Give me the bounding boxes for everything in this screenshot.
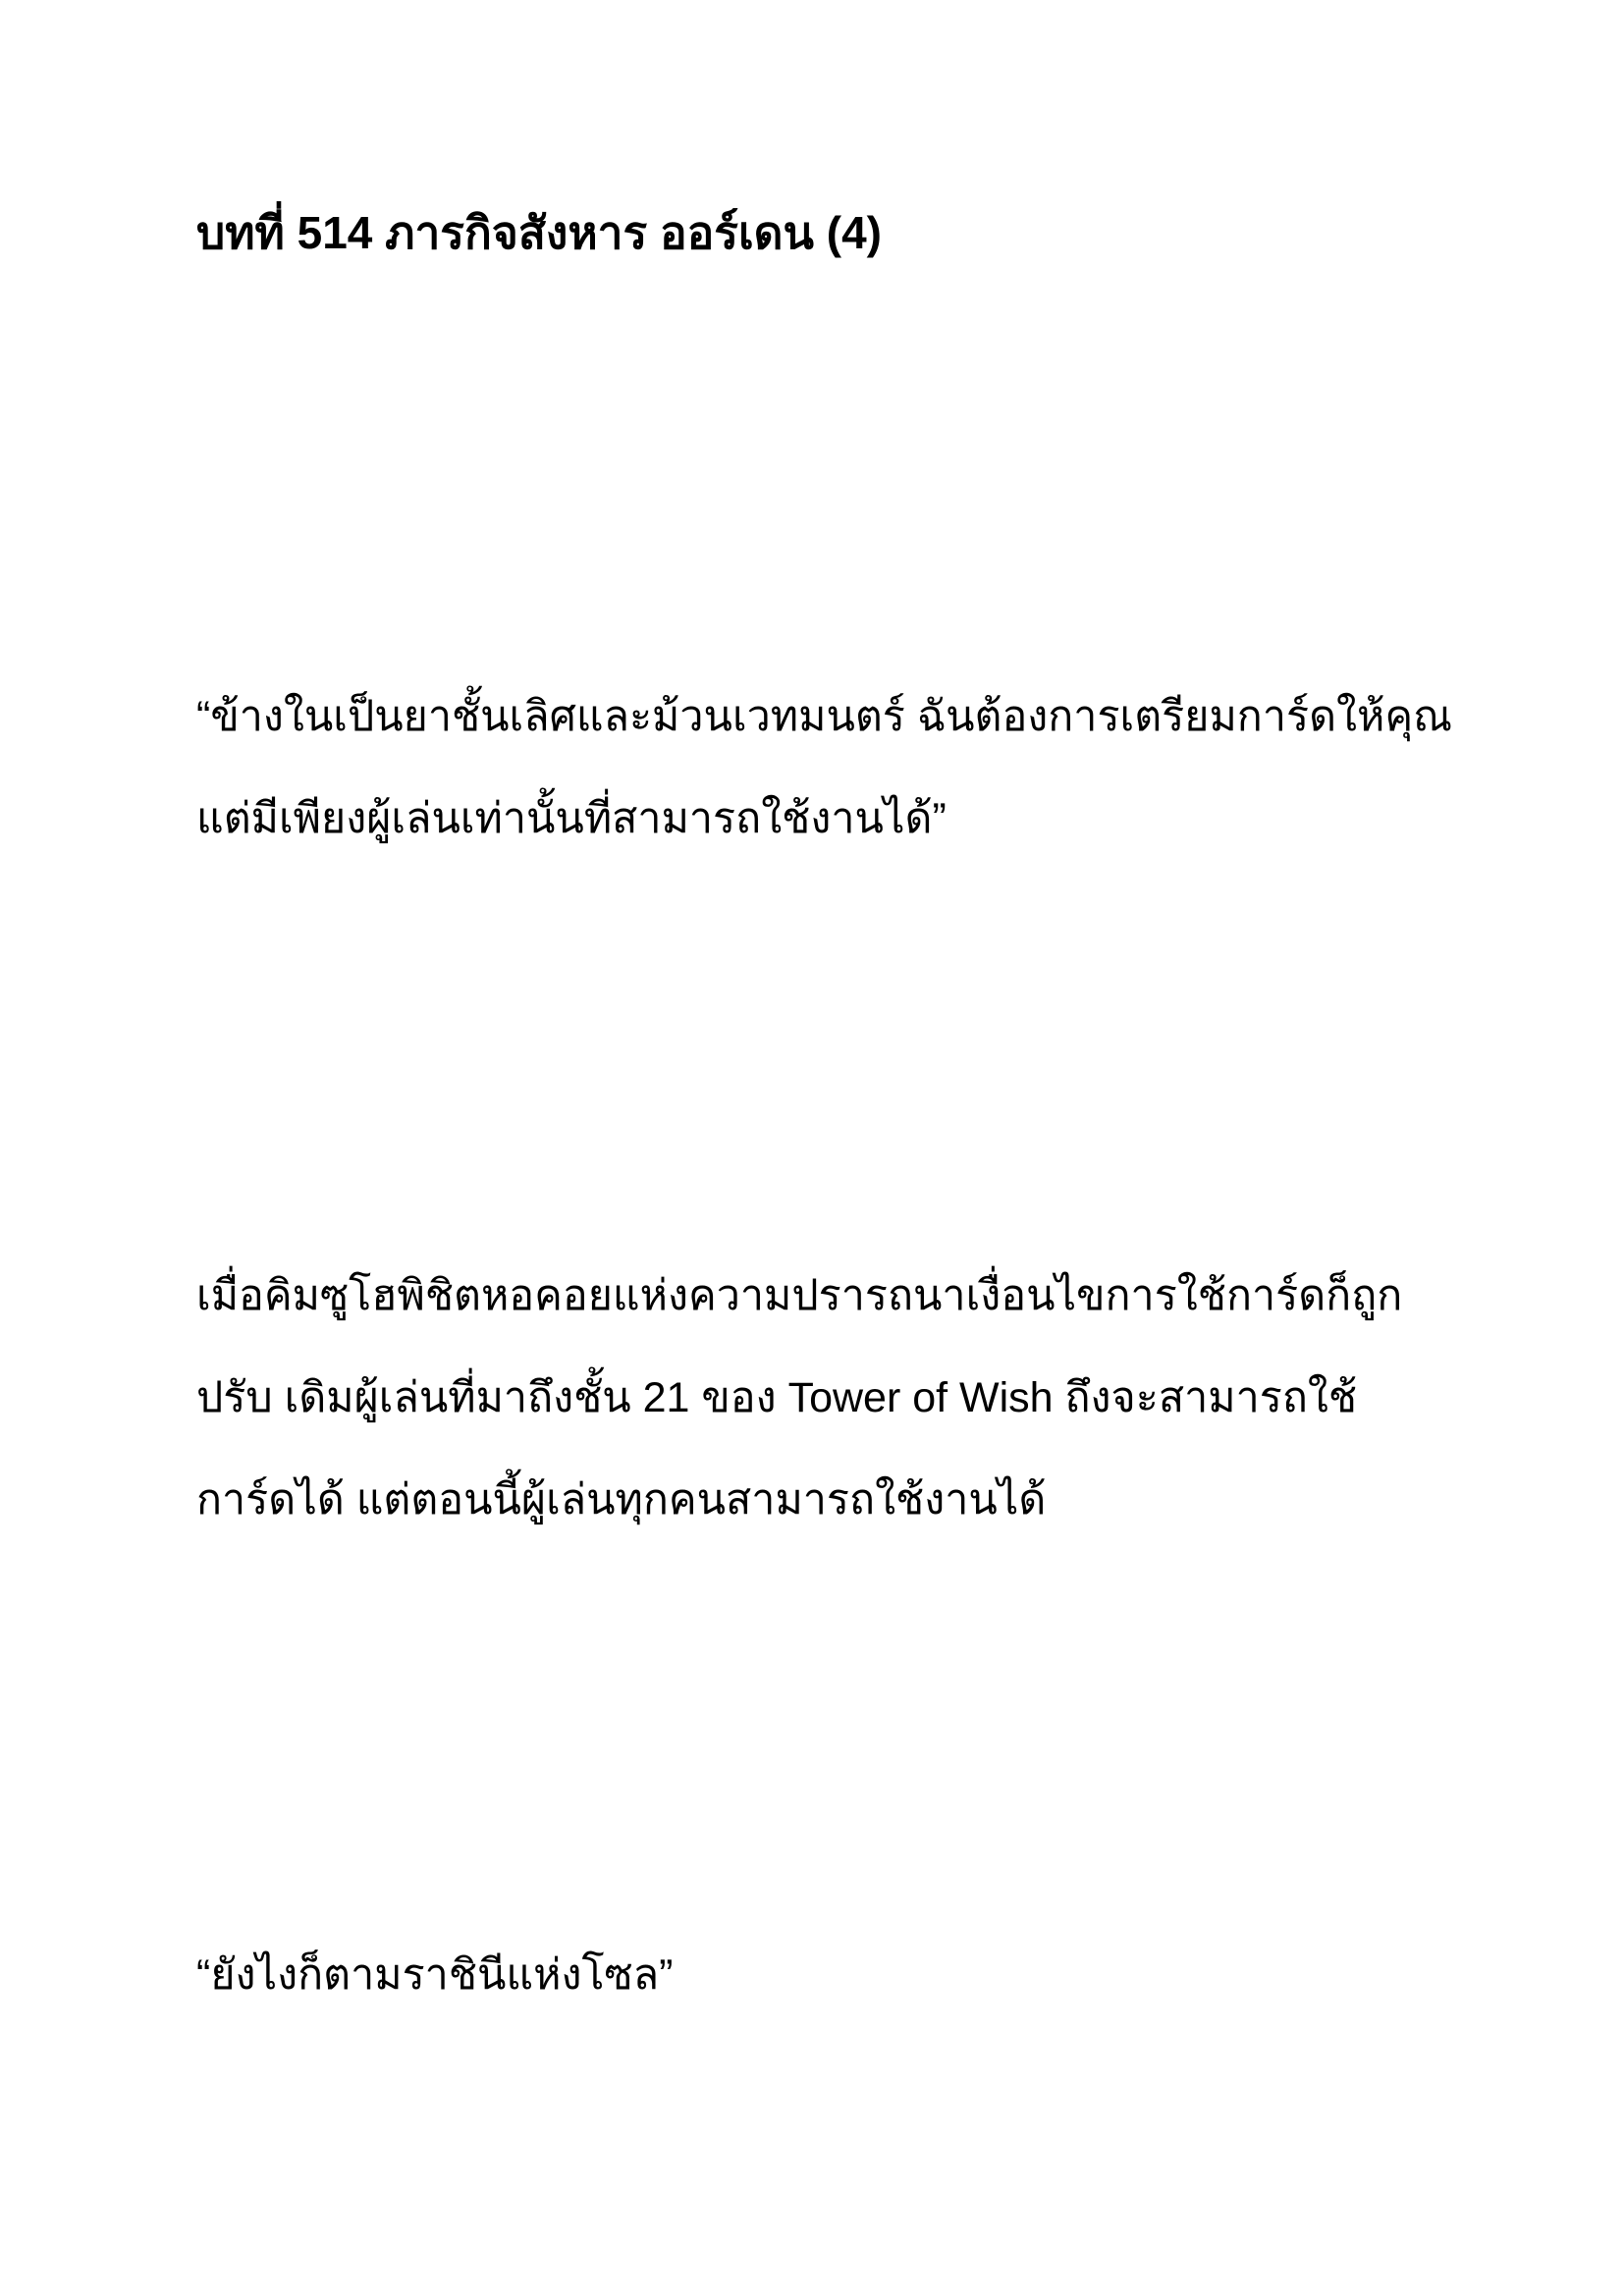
paragraph-3 <box>196 1924 673 2026</box>
paragraph-line: “ยังไงก็ตามราชินีแห่งโซล” <box>196 1951 674 1999</box>
chapter-title: บทที่ 514 ภารกิจสังหาร ออร์เดน (4) <box>196 207 882 258</box>
paragraph-line: แต่มีเพียงผู้เล่นเท่านั้นที่สามารถใช้งานได้” <box>196 795 947 842</box>
paragraph-2 <box>196 1245 1402 1551</box>
paragraph-1 <box>196 666 1452 870</box>
paragraph-line: การ์ดได้ แต่ตอนนี้ผู้เล่นทุกคนสามารถใช้งานได้ <box>196 1476 1047 1523</box>
paragraph-line: “ข้างในเป็นยาชั้นเลิศและม้วนเวทมนตร์ ฉันต้องการเตรียมการ์ดให้คุณ <box>196 693 1452 740</box>
paragraph-line: ปรับ เดิมผู้เล่นที่มาถึงชั้น 21 ของ Tower of Wish ถึงจะสามารถใช้ <box>196 1374 1358 1421</box>
paragraph-line: เมื่อคิมซูโฮพิชิตหอคอยแห่งความปรารถนาเงื่อนไขการใช้การ์ดก็ถูก <box>196 1272 1403 1319</box>
